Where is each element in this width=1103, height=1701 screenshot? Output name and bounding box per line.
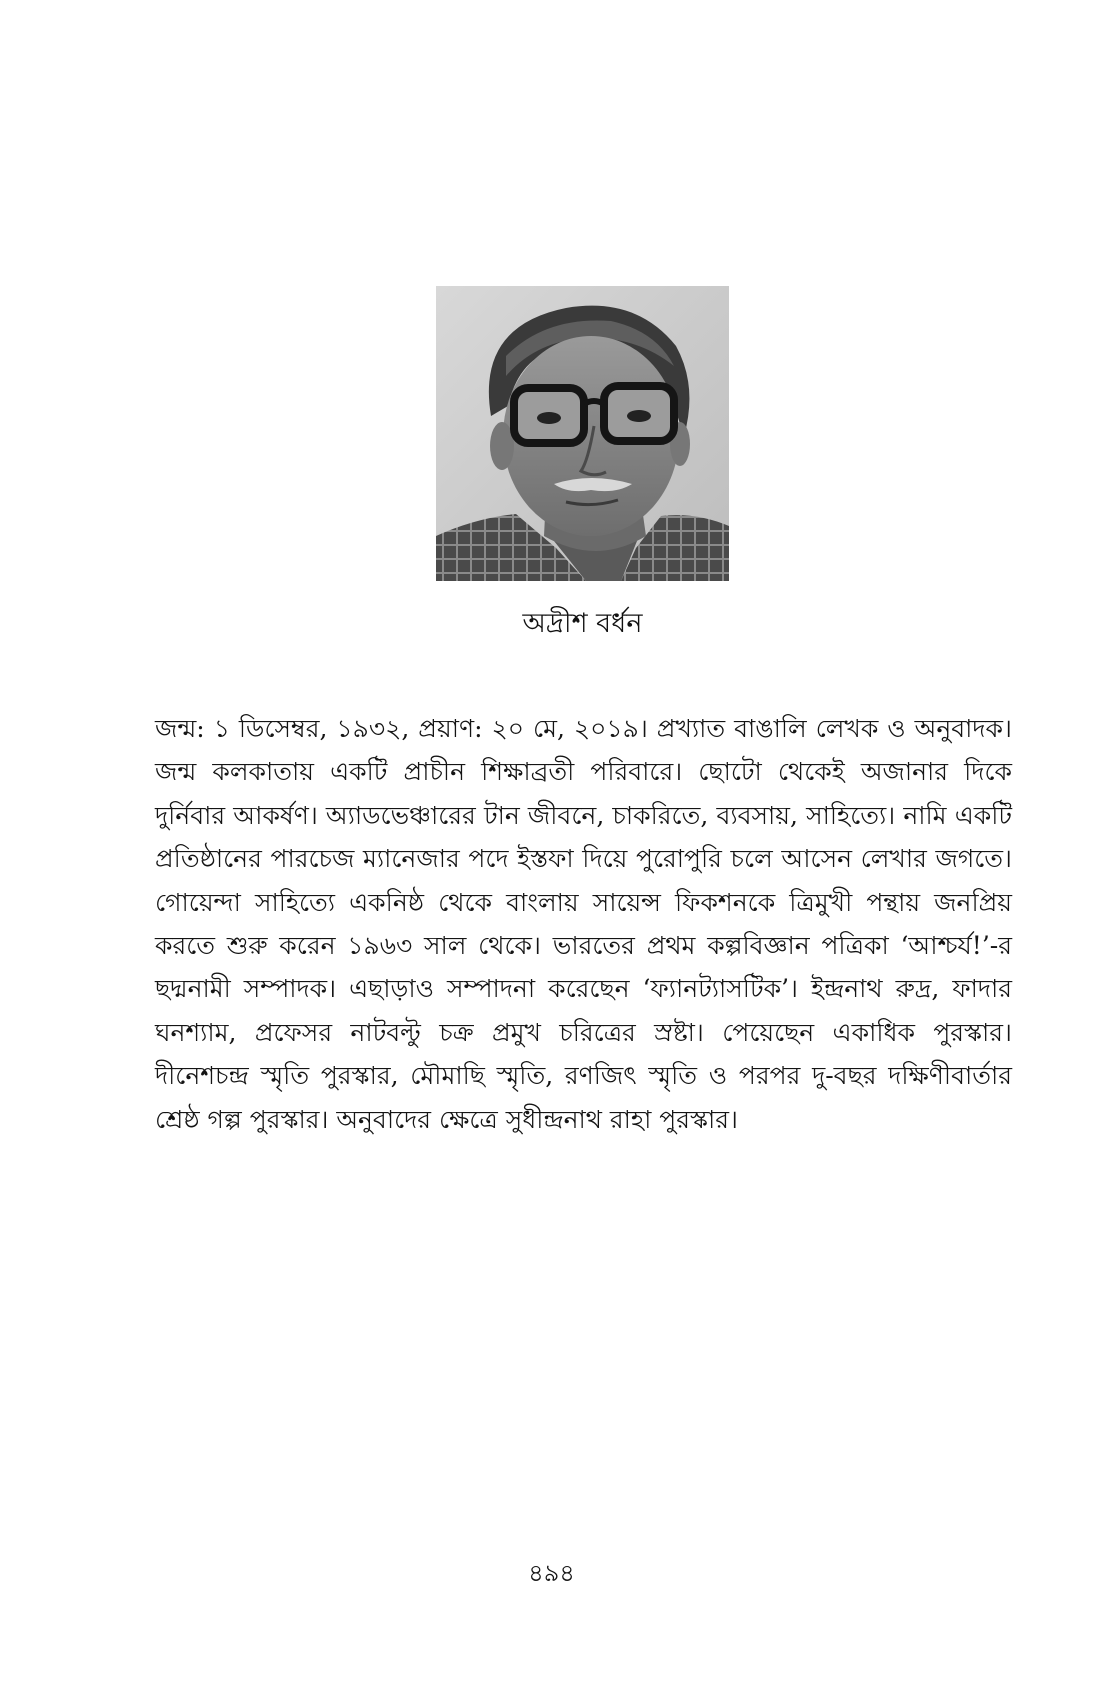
page-number: ৪৯৪	[528, 1559, 575, 1587]
author-biography-paragraph: জন্ম: ১ ডিসেম্বর, ১৯৩২, প্রয়াণ: ২০ মে, ২০১৯। প্রখ্যাত বাঙালি লেখক ও অনুবাদক। জন্ম কলকাতায় একটি প্রাচীন শিক্ষাব্রতী পরিবারে। ছোটো থেকেই অজানার দিকে দুর্নিবার আকর্ষণ। অ্যাডভেঞ্চারের টান জীবনে, চাকরিতে, ব্যবসায়, সাহিত্যে। নামি একটি প্রতিষ্ঠানের পারচেজ ম্যানেজার পদে ইস্তফা দিয়ে পুরোপুরি চলে আসেন লেখার জগতে। গোয়েন্দা সাহিত্যে একনিষ্ঠ থেকে বাংলায় সায়েন্স ফিকশনকে ত্রিমুখী পন্থায় জনপ্রিয় করতে শুরু করেন ১৯৬৩ সাল থেকে। ভারতের প্রথম কল্পবিজ্ঞান পত্রিকা ‘আশ্চর্য!’-র ছদ্মনামী সম্পাদক। এছাড়াও সম্পাদনা করেছেন ‘ফ্যানট্যাসটিক’। ইন্দ্রনাথ রুদ্র, ফাদার ঘনশ্যাম, প্রফেসর নাটবল্টু চক্র প্রমুখ চরিত্রের স্রষ্টা। পেয়েছেন একাধিক পুরস্কার। দীনেশচন্দ্র স্মৃতি পুরস্কার, মৌমাছি স্মৃতি, রণজিৎ স্মৃতি ও পরপর দু-বছর দক্ষিণীবার্তার শ্রেষ্ঠ গল্প পুরস্কার। অনুবাদের ক্ষেত্রে সুধীন্দ্রনাথ রাহা পুরস্কার।	[155, 714, 1012, 1134]
author-name-caption: অদ্রীশ বর্ধন	[522, 608, 643, 639]
portrait-illustration	[436, 286, 729, 581]
author-portrait-photo	[436, 286, 729, 581]
